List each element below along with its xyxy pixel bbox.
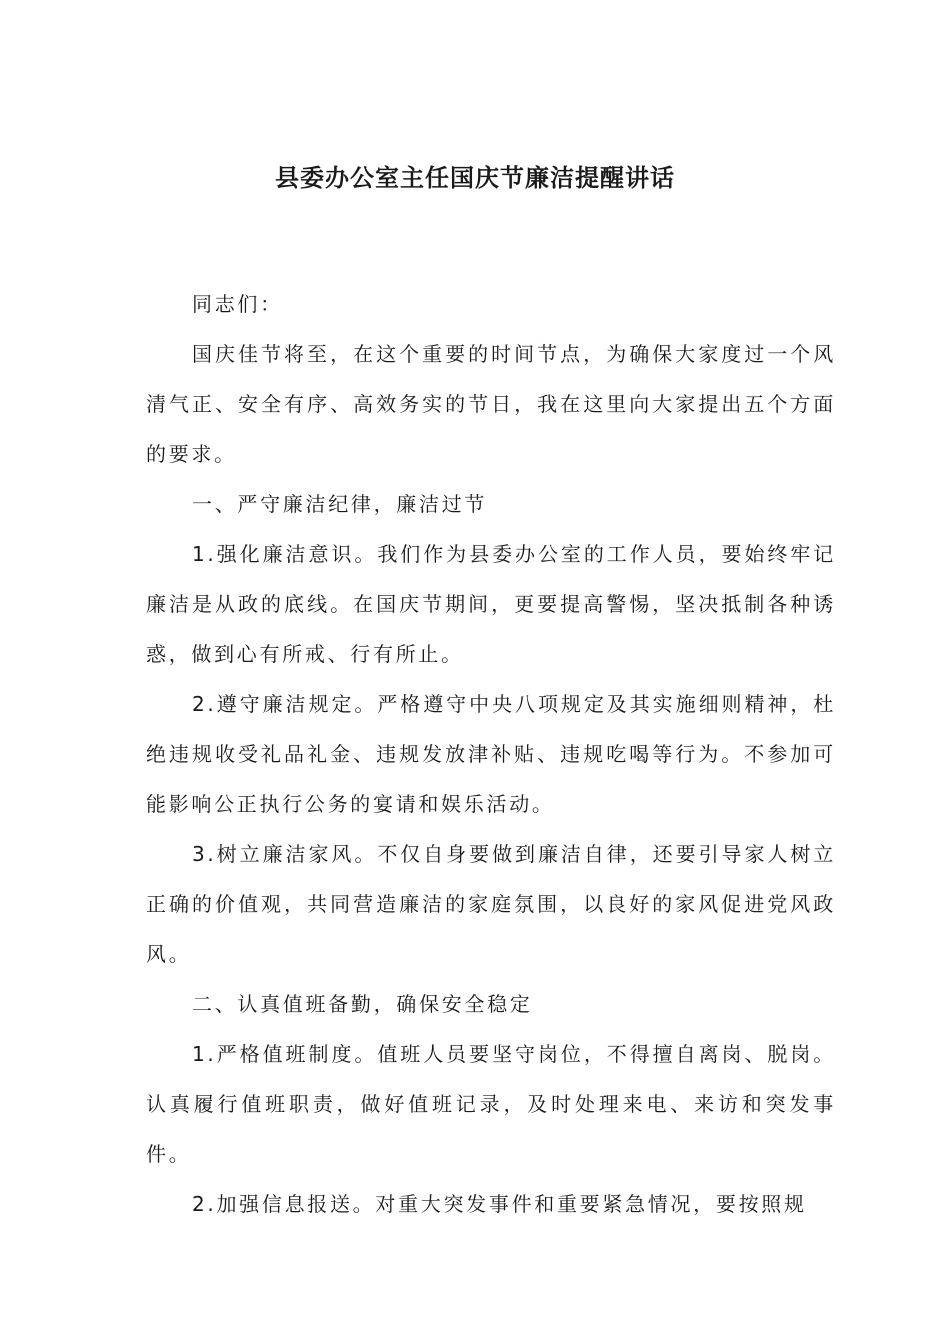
intro-paragraph: 国庆佳节将至，在这个重要的时间节点，为确保大家度过一个风清气正、安全有序、高效务实的节日，我在这里向大家提出五个方面的要求。 — [146, 342, 836, 466]
section-2-item-2: 2.加强信息报送。对重大突发事件和重要紧急情况，要按照规 — [192, 1192, 807, 1216]
section-heading-2: 二、认真值班备勤，确保安全稳定 — [192, 992, 533, 1016]
document-title: 县委办公室主任国庆节廉洁提醒讲话 — [275, 163, 675, 192]
section-1-item-2: 2.遵守廉洁规定。严格遵守中央八项规定及其实施细则精神，杜绝违规收受礼品礼金、违规发放津补贴、违规吃喝等行为。不参加可能影响公正执行公务的宴请和娱乐活动。 — [146, 692, 836, 816]
section-1-item-3: 3.树立廉洁家风。不仅自身要做到廉洁自律，还要引导家人树立正确的价值观，共同营造廉洁的家庭氛围，以良好的家风促进党风政风。 — [146, 842, 836, 966]
section-1-item-1: 1.强化廉洁意识。我们作为县委办公室的工作人员，要始终牢记廉洁是从政的底线。在国庆节期间，更要提高警惕，坚决抵制各种诱惑，做到心有所戒、行有所止。 — [146, 542, 836, 666]
document-body — [146, 279, 836, 1229]
section-heading-1: 一、严守廉洁纪律，廉洁过节 — [192, 492, 488, 516]
section-2-item-1: 1.严格值班制度。值班人员要坚守岗位，不得擅自离岗、脱岗。认真履行值班职责，做好值班记录，及时处理来电、来访和突发事件。 — [146, 1042, 836, 1166]
salutation: 同志们： — [192, 292, 283, 316]
